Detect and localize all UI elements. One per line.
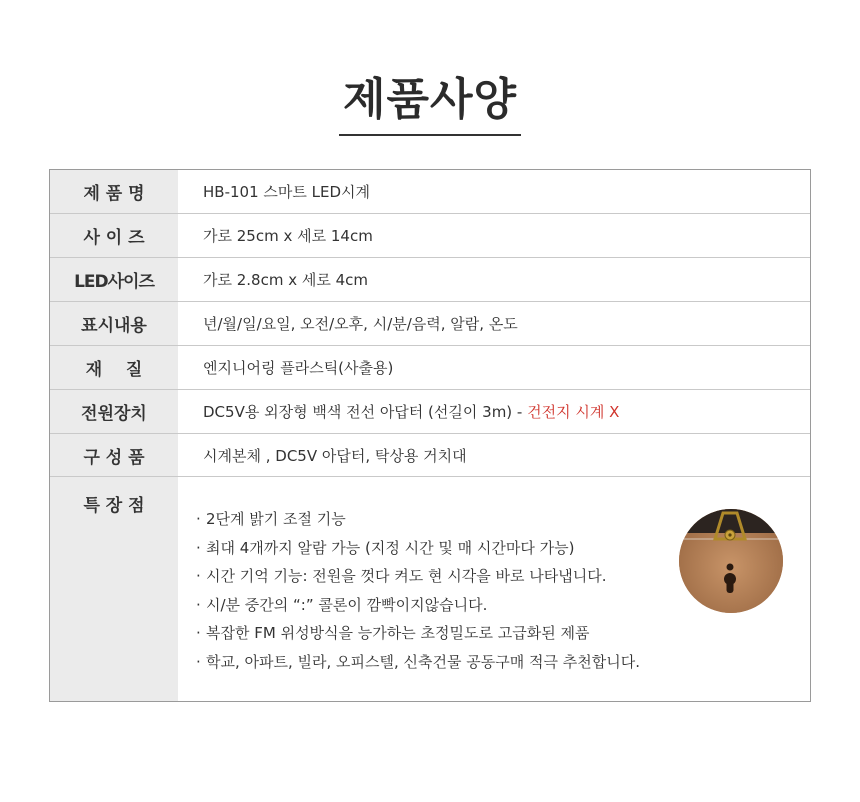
spec-value: 가로 2.8cm x 세로 4cm [203,271,369,289]
spec-value: HB-101 스마트 LED시계 [203,183,370,201]
spec-label: 전원장치 [50,390,178,433]
spec-row-display [50,302,810,346]
spec-row-product-name [50,170,810,214]
wall-hook-icon [679,509,783,613]
spec-label: 특 장 점 [50,477,178,701]
spec-label: 사 이 즈 [50,214,178,257]
spec-row-size [50,214,810,258]
spec-table [49,169,811,702]
feature-item: · 학교, 아파트, 빌라, 오피스텔, 신축건물 공동구매 적극 추천합니다. [196,648,640,677]
feature-item: · 2단계 밝기 조절 기능 [196,505,640,534]
spec-label: 제 품 명 [50,170,178,213]
spec-label: 구 성 품 [50,434,178,476]
spec-row-features [50,477,810,701]
spec-row-led-size [50,258,810,302]
page-title: 제품사양 [339,72,521,136]
spec-label: LED사이즈 [50,258,178,301]
spec-label: 재 질 [50,346,178,389]
spec-row-power [50,390,810,434]
bullet-icon: · [196,538,201,557]
spec-label: 표시내용 [50,302,178,345]
spec-row-components [50,434,810,477]
features-cell [178,477,810,701]
bullet-icon: · [196,567,201,585]
bullet-icon: · [196,652,201,671]
feature-item: · 시/분 중간의 “:” 콜론이 깜빡이지않습니다. [196,591,640,620]
power-value-text: DC5V용 외장형 백색 전선 아답터 (선길이 3m) - [203,403,528,421]
feature-item: · 복잡한 FM 위성방식을 능가하는 초정밀도로 고급화된 제품 [196,619,640,648]
spec-value: 시계본체 , DC5V 아답터, 탁상용 거치대 [203,446,467,465]
feature-item: · 최대 4개까지 알람 가능 (지정 시간 및 매 시간마다 가능) [196,534,640,563]
wall-hook-photo [679,509,783,613]
title-wrap [0,72,860,136]
feature-item: · 시간 기억 기능: 전원을 껏다 켜도 현 시각을 바로 나타냅니다. [196,562,640,591]
spec-value: 엔지니어링 플라스틱(사출용) [203,359,394,377]
features-list [196,505,640,676]
spec-value: 가로 25cm x 세로 14cm [203,227,373,245]
power-value-note: 건전지 시계 X [527,403,620,421]
bullet-icon: · [196,510,201,528]
spec-row-material [50,346,810,390]
bullet-icon: · [196,595,201,614]
bullet-icon: · [196,624,201,642]
spec-value [178,390,810,433]
spec-value: 년/월/일/요일, 오전/오후, 시/분/음력, 알람, 온도 [203,315,518,333]
